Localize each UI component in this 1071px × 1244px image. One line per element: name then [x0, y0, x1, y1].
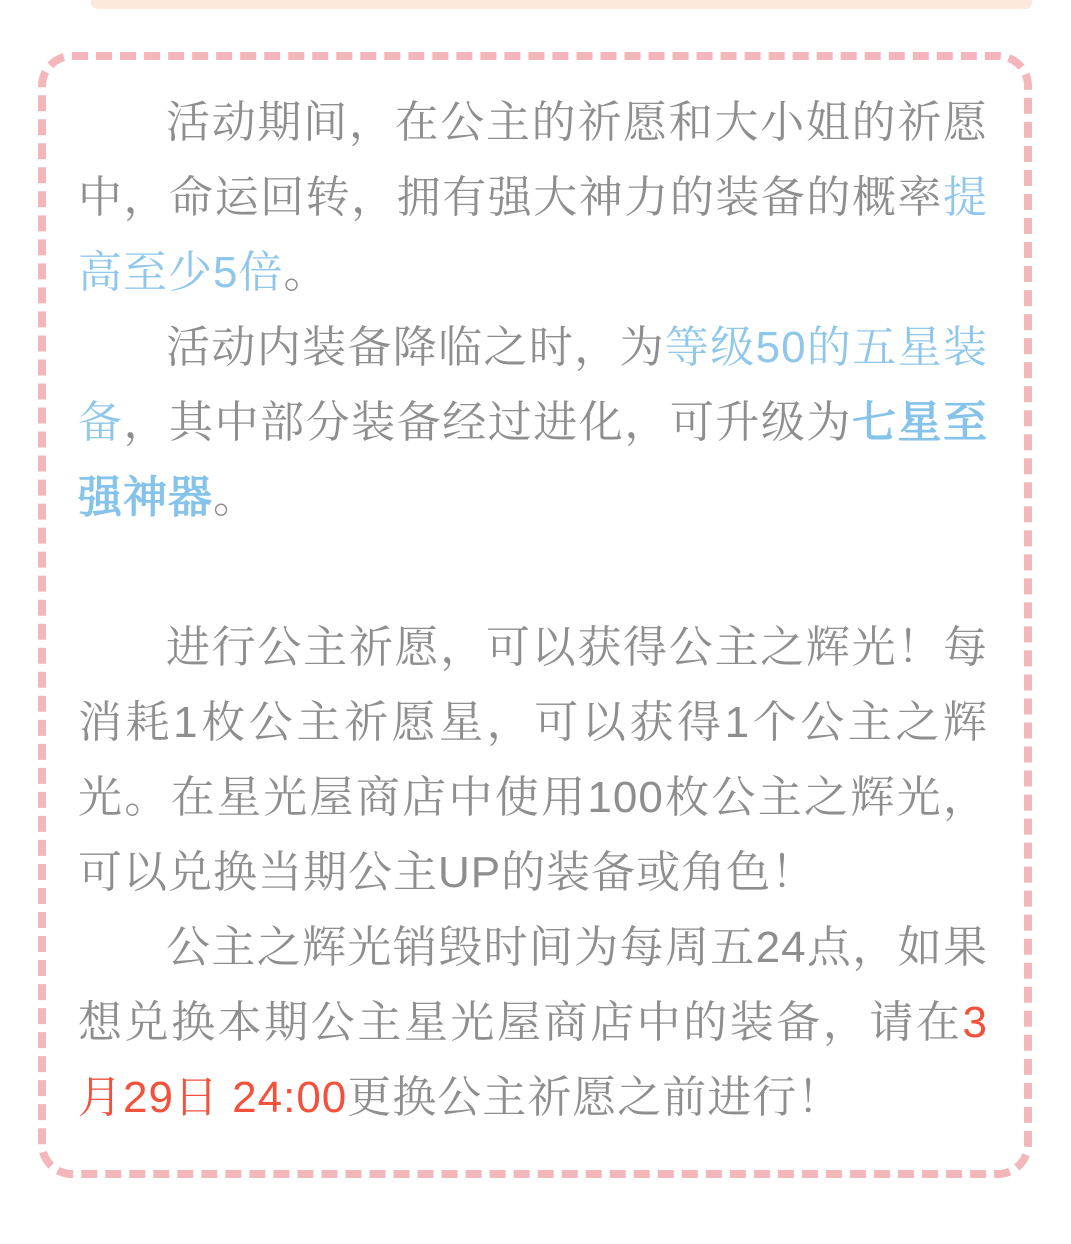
paragraph-wish-rate: [78, 85, 988, 310]
top-banner-edge: [91, 0, 1032, 9]
text-segment: 。: [283, 248, 329, 297]
text-segment: 活动期间，在公主的祈愿和大小姐的祈愿中，命运回转，拥有强大神力的装备的概率: [78, 98, 988, 222]
highlight-sevenstar-artifact: 七星至强神器: [78, 398, 989, 522]
text-segment: 公主之辉光销毁时间为每周五24点，如果想兑换本期公主星光屋商店中的装备，请在: [78, 923, 988, 1047]
paragraph-glory-deadline: [78, 910, 988, 1135]
paragraph-equipment-level: [78, 310, 988, 535]
event-notice-box: [38, 52, 1032, 1178]
paragraph-glory-exchange: [78, 610, 988, 910]
blank-line: [78, 535, 988, 610]
highlight-rate-boost: 提高至少5倍: [78, 173, 988, 297]
highlight-deadline-date: 3月29日 24:00: [78, 998, 988, 1122]
text-segment: ，其中部分装备经过进化，可升级为: [123, 398, 852, 447]
text-segment: 活动内装备降临之时，为: [166, 323, 665, 372]
text-segment: 更换公主祈愿之前进行！: [347, 1073, 843, 1122]
highlight-level50-fivestar: 等级50的五星装备: [78, 323, 988, 447]
text-segment: 进行公主祈愿，可以获得公主之辉光！每消耗1枚公主祈愿星，可以获得1个公主之辉光。在星光屋商店中使用100枚公主之辉光，可以兑换当期公主UP的装备或角色！: [78, 623, 988, 897]
text-segment: 。: [213, 473, 258, 522]
